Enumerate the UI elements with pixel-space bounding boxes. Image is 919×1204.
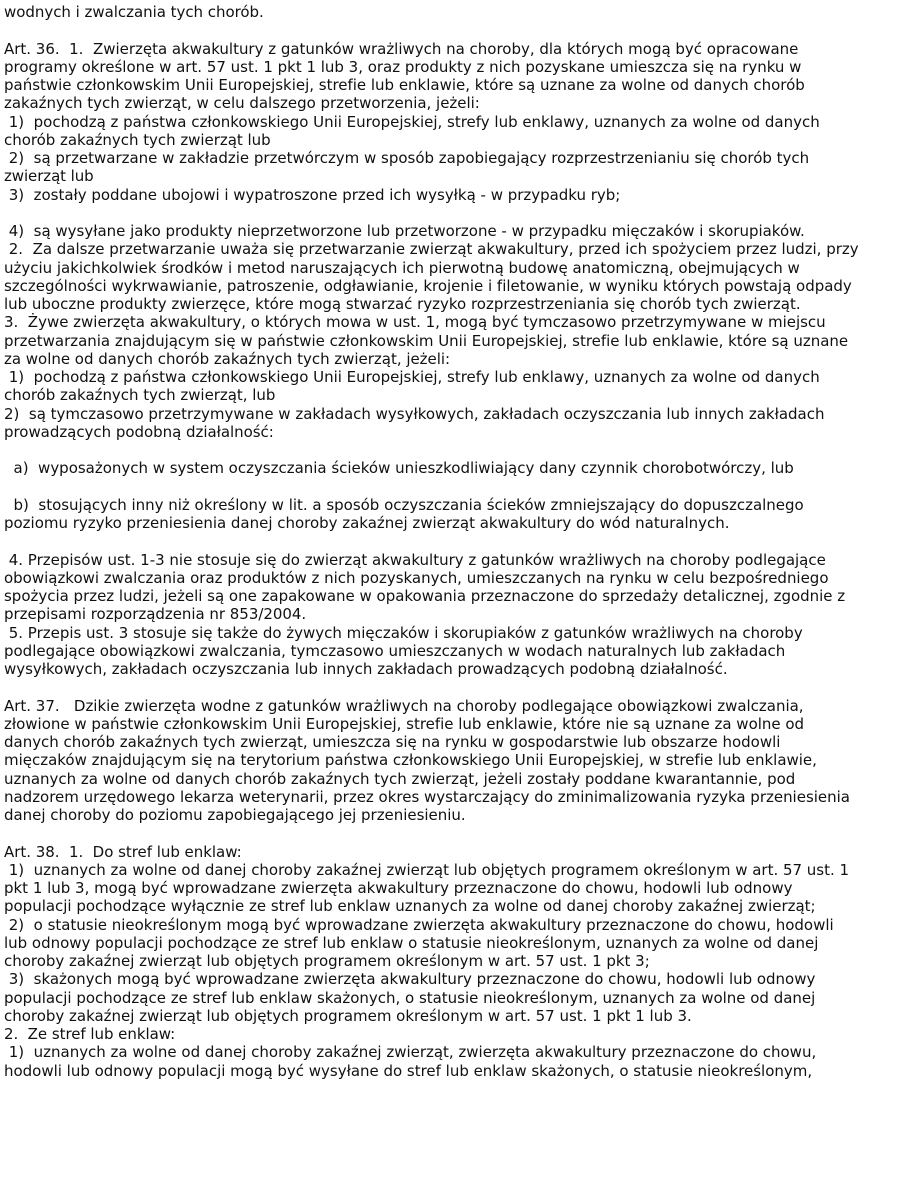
text-line: chorób zakaźnych tych zwierząt lub <box>4 130 271 149</box>
text-line: 1) uznanych za wolne od danej choroby zakaźnej zwierząt, zwierzęta akwakultury przeznaczone do chowu, <box>4 1043 817 1062</box>
text-line: 2. Za dalsze przetwarzanie uważa się przetwarzanie zwierząt akwakultury, przed ich spożyciem przez ludzi, przy <box>4 240 859 259</box>
text-line: za wolne od danych chorób zakaźnych tych zwierząt, jeżeli: <box>4 349 451 368</box>
text-line: 1) pochodzą z państwa członkowskiego Unii Europejskiej, strefy lub enklawy, uznanych za wolne od danych <box>4 368 820 386</box>
text-line: mięczaków znajdującym się na terytorium państwa członkowskiego Unii Europejskiej, w strefie lub enklawie, <box>4 751 817 770</box>
text-line: Art. 37. Dzikie zwierzęta wodne z gatunków wrażliwych na choroby podlegające obowiązkowi zwalczania, <box>4 696 804 715</box>
text-line: 2) są tymczasowo przetrzymywane w zakładach wysyłkowych, zakładach oczyszczania lub innych zakładach <box>4 404 825 423</box>
text-line: danych chorób zakaźnych tych zwierząt, umieszcza się na rynku w gospodarstwie lub obszarze hodowli <box>4 733 781 751</box>
text-line: nadzorem urzędowego lekarza weterynarii, przez okres wystarczający do zminimalizowania ryzyka przeniesienia <box>4 787 850 806</box>
text-line: 5. Przepis ust. 3 stosuje się także do żywych mięczaków i skorupiaków z gatunków wrażliwych na choroby <box>4 623 803 642</box>
blank-line <box>4 478 916 496</box>
text-line: 1) uznanych za wolne od danej choroby zakaźnej zwierząt lub objętych programem określonym w art. 57 ust. 1 <box>4 860 850 879</box>
text-line: Art. 38. 1. Do stref lub enklaw: <box>4 842 242 861</box>
text-line: wodnych i zwalczania tych chorób. <box>4 3 264 21</box>
text-line: populacji pochodzące wyłącznie ze stref lub enklaw uznanych za wolne od danej choroby zakaźnej zwierząt; <box>4 897 816 916</box>
text-line: chorób zakaźnych tych zwierząt, lub <box>4 386 276 405</box>
text-line: państwie członkowskim Unii Europejskiej, strefie lub enklawie, które są uznane za wolne od danych chorób <box>4 76 805 94</box>
text-line: spożycia przez ludzi, jeżeli są one zapakowane w opakowania przeznaczone do sprzedaży detalicznej, zgodnie z <box>4 587 846 605</box>
blank-line <box>4 441 916 459</box>
text-line: prowadzących podobną działalność: <box>4 422 274 441</box>
text-line: wysyłkowych, zakładach oczyszczania lub innych zakładach prowadzących podobną działalność. <box>4 660 728 678</box>
text-line: 2) są przetwarzane w zakładzie przetwórczym w sposób zapobiegający rozprzestrzenianiu się chorób tych <box>4 149 810 167</box>
text-line: b) stosujących inny niż określony w lit. a sposób oczyszczania ścieków zmniejszający do dopuszczalnego <box>4 495 804 514</box>
blank-line <box>4 678 916 696</box>
text-line: 2) o statusie nieokreślonym mogą być wprowadzane zwierzęta akwakultury przeznaczone do chowu, hodowli <box>4 915 834 934</box>
text-line: 3) skażonych mogą być wprowadzane zwierzęta akwakultury przeznaczone do chowu, hodowli lub odnowy <box>4 970 816 989</box>
text-line: szczególności wykrwawianie, patroszenie, odgławianie, krojenie i filetowanie, w wyniku których powstają odpady <box>4 276 852 295</box>
text-line: zwierząt lub <box>4 167 94 186</box>
text-line: obowiązkowi zwalczania oraz produktów z nich pozyskanych, umieszczanych na rynku w celu bezpośredniego <box>4 568 829 587</box>
text-line: 3. Żywe zwierzęta akwakultury, o których mowa w ust. 1, mogą być tymczasowo przetrzymywane w miejscu <box>4 313 826 332</box>
text-line: choroby zakaźnej zwierząt lub objętych programem określonym w art. 57 ust. 1 pkt 1 lub 3. <box>4 1006 692 1025</box>
text-line: uznanych za wolne od danych chorób zakaźnych tych zwierząt, jeżeli zostały poddane kwarantannie, pod <box>4 769 796 788</box>
text-line: poziomu ryzyko przeniesienia danej choroby zakaźnej zwierząt akwakultury do wód naturalnych. <box>4 514 730 532</box>
text-line: przepisami rozporządzenia nr 853/2004. <box>4 605 307 624</box>
blank-line <box>4 532 916 550</box>
text-line: 2. Ze stref lub enklaw: <box>4 1025 176 1043</box>
blank-line <box>4 824 916 842</box>
blank-line <box>4 21 916 39</box>
text-line: programy określone w art. 57 ust. 1 pkt 1 lub 3, oraz produkty z nich pozyskane umieszcza się na rynku w <box>4 57 802 76</box>
text-line: 1) pochodzą z państwa członkowskiego Unii Europejskiej, strefy lub enklawy, uznanych za wolne od danych <box>4 112 820 131</box>
text-line: Art. 36. 1. Zwierzęta akwakultury z gatunków wrażliwych na choroby, dla których mogą być opracowane <box>4 39 799 58</box>
text-line: podlegające obowiązkowi zwalczania, tymczasowo umieszczanych w wodach naturalnych lub zakładach <box>4 641 786 660</box>
blank-line <box>4 204 916 222</box>
text-line: 4) są wysyłane jako produkty nieprzetworzone lub przetworzone - w przypadku mięczaków i skorupiaków. <box>4 222 805 240</box>
text-line: hodowli lub odnowy populacji mogą być wysyłane do stref lub enklaw skażonych, o statusie nieokreślonym, <box>4 1061 813 1080</box>
text-line: lub uboczne produkty zwierzęce, które mogą stwarzać ryzyko rozprzestrzeniania się chorób tych zwierząt. <box>4 295 801 313</box>
text-line: populacji pochodzące ze stref lub enklaw skażonych, o statusie nieokreślonym, uznanych za wolne od danej <box>4 988 816 1007</box>
text-line: pkt 1 lub 3, mogą być wprowadzane zwierzęta akwakultury przeznaczone do chowu, hodowli lub odnowy <box>4 879 793 897</box>
text-line: użyciu jakichkolwiek środków i metod naruszających ich pierwotną budowę anatomiczną, obejmujących w <box>4 258 800 277</box>
text-line: a) wyposażonych w system oczyszczania ścieków unieszkodliwiający dany czynnik chorobotwórczy, lub <box>4 459 794 478</box>
text-line: złowione w państwie członkowskim Unii Europejskiej, strefie lub enklawie, które nie są uznane za wolne od <box>4 714 805 733</box>
text-line: choroby zakaźnej zwierząt lub objętych programem określonym w art. 57 ust. 1 pkt 3; <box>4 952 650 970</box>
text-line: zakaźnych tych zwierząt, w celu dalszego przetworzenia, jeżeli: <box>4 94 480 113</box>
text-line: 4. Przepisów ust. 1-3 nie stosuje się do zwierząt akwakultury z gatunków wrażliwych na choroby podlegające <box>4 550 826 569</box>
document-body <box>4 3 916 1080</box>
text-line: 3) zostały poddane ubojowi i wypatroszone przed ich wysyłką - w przypadku ryb; <box>4 185 621 204</box>
text-line: przetwarzania znajdującym się w państwie członkowskim Unii Europejskiej, strefie lub enklawie, które są uznane <box>4 331 849 350</box>
text-line: danej choroby do poziomu zapobiegającego jej przeniesieniu. <box>4 806 466 824</box>
text-line: lub odnowy populacji pochodzące ze stref lub enklaw o statusie nieokreślonym, uznanych za wolne od danej <box>4 933 819 952</box>
